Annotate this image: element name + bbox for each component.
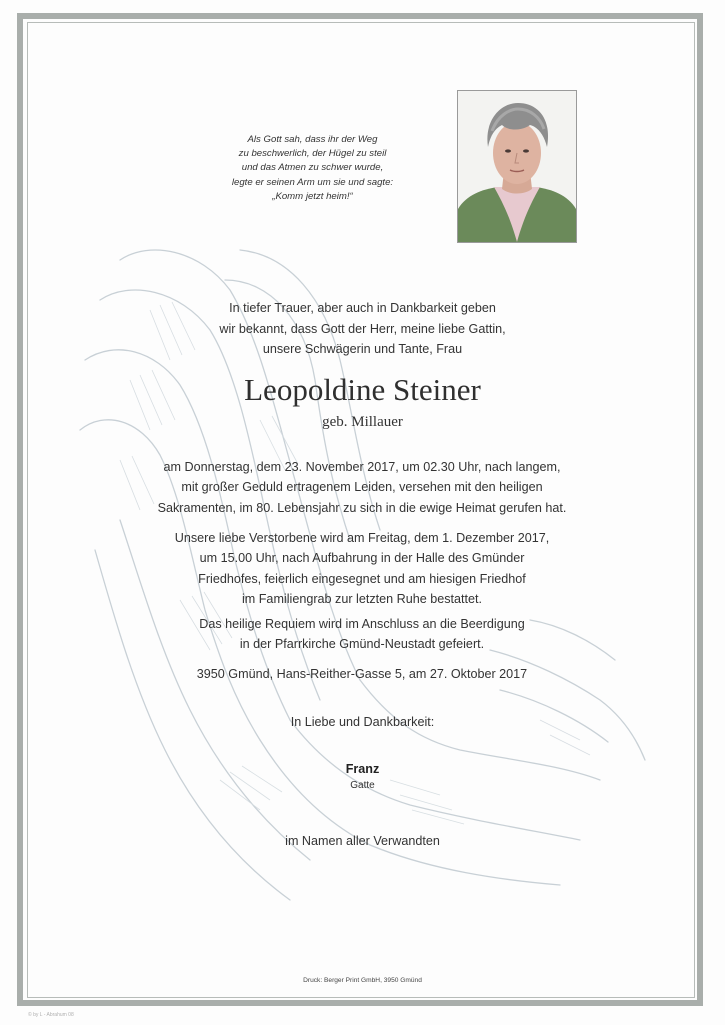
signer-name: Franz xyxy=(345,762,380,776)
requiem-paragraph xyxy=(112,614,612,655)
poem-line: „Komm jetzt heim!“ xyxy=(272,190,353,202)
paragraph-line: im Familiengrab zur letzten Ruhe bestattet. xyxy=(241,591,483,606)
intro-line: wir bekannt, dass Gott der Herr, meine liebe Gattin, xyxy=(219,321,506,336)
place-date xyxy=(112,664,612,684)
portrait-photo xyxy=(457,90,577,243)
paragraph-line: Friedhofes, feierlich eingesegnet und am hiesigen Friedhof xyxy=(198,571,526,586)
paragraph-line: Sakramenten, im 80. Lebensjahr zu sich in die ewige Heimat gerufen hat. xyxy=(157,500,567,515)
intro-line: unsere Schwägerin und Tante, Frau xyxy=(262,342,463,356)
relatives-line: im Namen aller Verwandten xyxy=(285,834,440,848)
poem-line: Als Gott sah, dass ihr der Weg xyxy=(247,134,378,145)
death-notice-paragraph xyxy=(112,457,612,518)
printer-credit: Druck: Berger Print GmbH, 3950 Gmünd xyxy=(303,977,422,984)
funeral-paragraph xyxy=(112,528,612,609)
poem-line: und das Atmen zu schwer wurde, xyxy=(241,162,384,174)
memorial-poem xyxy=(200,133,425,204)
paragraph-line: am Donnerstag, dem 23. November 2017, um 02.30 Uhr, nach langem, xyxy=(163,460,561,474)
copyright-note: © by L - Abrahum 08 xyxy=(28,1012,74,1018)
paragraph-line: Das heilige Requiem wird im Anschluss an die Beerdigung xyxy=(199,617,525,631)
signer-role: Gatte xyxy=(350,780,375,791)
paragraph-line: um 15.00 Uhr, nach Aufbahrung in der Halle des Gmünder xyxy=(199,551,525,566)
place-date-line: 3950 Gmünd, Hans-Reither-Gasse 5, am 27. Oktober 2017 xyxy=(196,667,528,681)
closing-phrase: In Liebe und Dankbarkeit: xyxy=(290,715,435,729)
intro-text xyxy=(150,298,575,360)
deceased-name: Leopoldine Steiner xyxy=(244,372,481,407)
maiden-name: geb. Millauer xyxy=(322,414,403,430)
paragraph-line: mit großer Geduld ertragenem Leiden, versehen mit den heiligen xyxy=(181,480,543,495)
poem-line: legte er seinen Arm um sie und sagte: xyxy=(231,176,394,188)
paragraph-line: in der Pfarrkirche Gmünd-Neustadt gefeiert. xyxy=(239,637,485,652)
intro-line: In tiefer Trauer, aber auch in Dankbarkeit geben xyxy=(229,301,496,315)
poem-line: zu beschwerlich, der Hügel zu steil xyxy=(238,148,387,160)
paragraph-line: Unsere liebe Verstorbene wird am Freitag, dem 1. Dezember 2017, xyxy=(174,531,550,545)
portrait-image xyxy=(458,91,576,242)
